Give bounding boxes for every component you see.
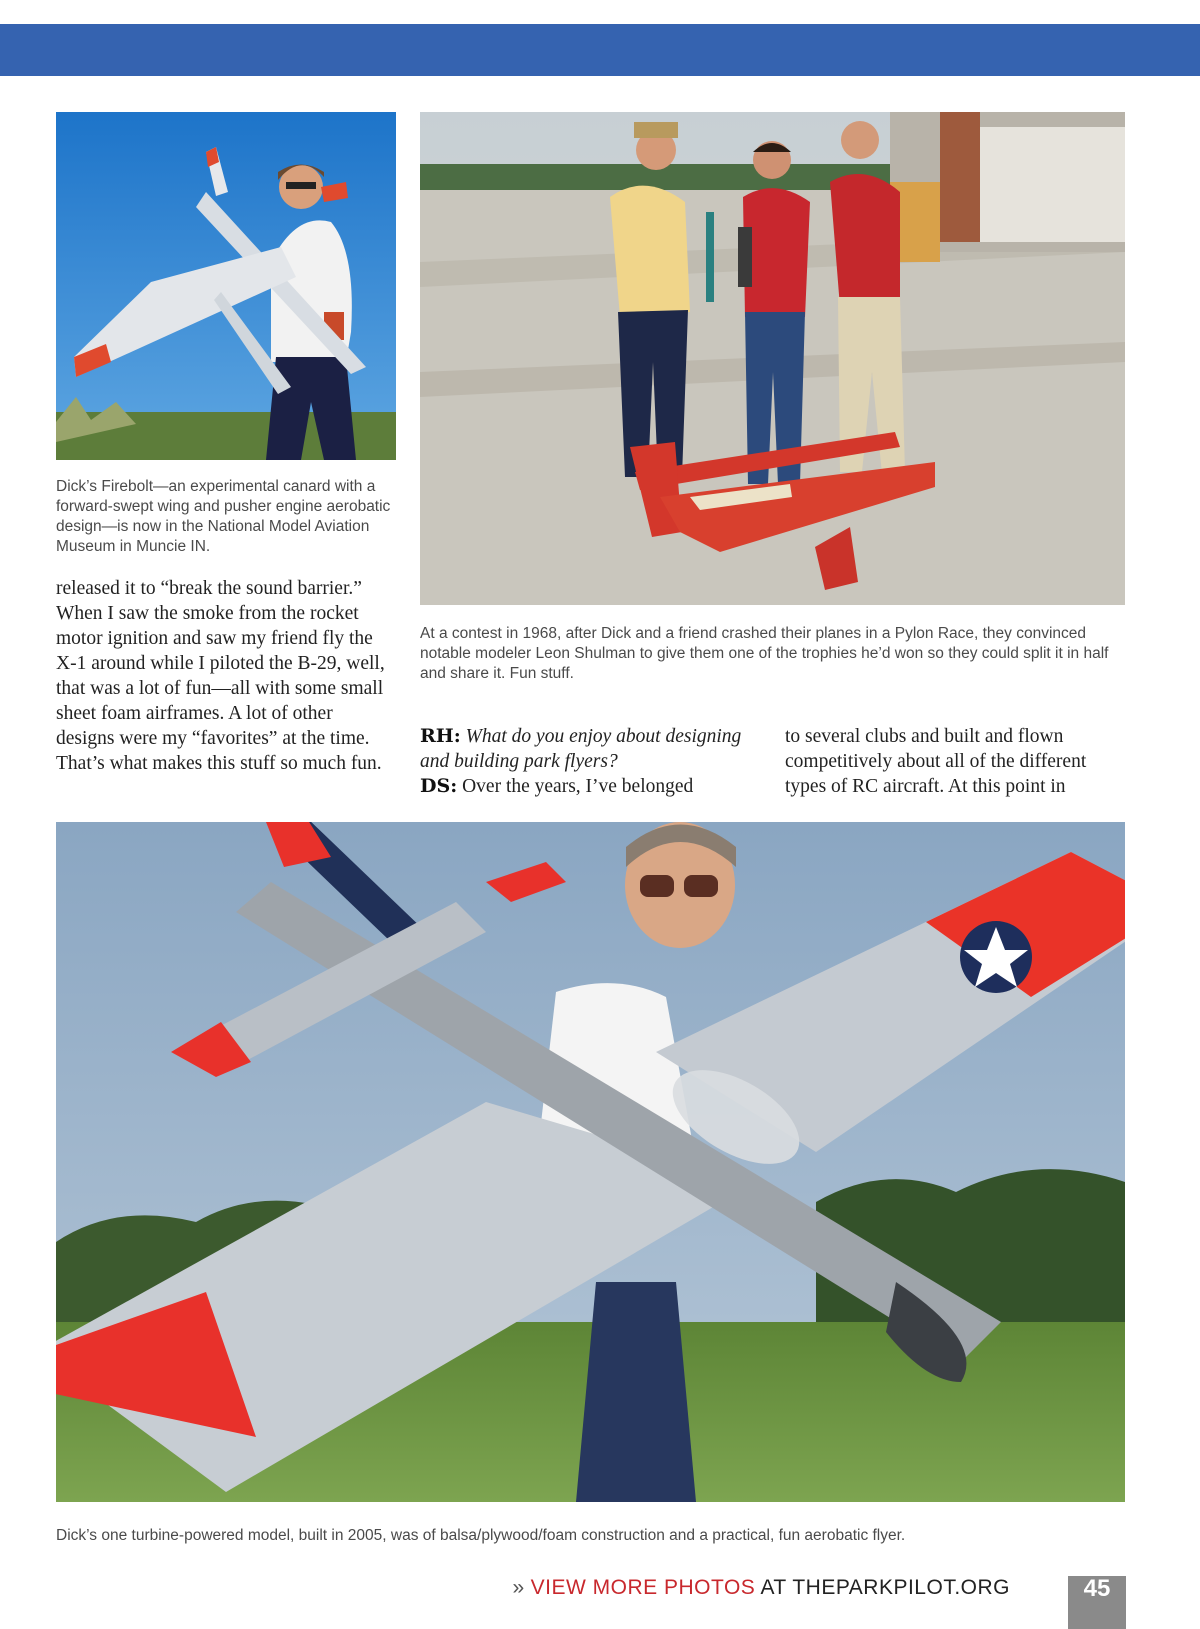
firebolt-caption: Dick’s Firebolt—an experimental canard with a forward-swept wing and pusher engine aerobatic design—is now in the National Model Aviation Museum in Muncie IN.	[56, 478, 391, 555]
contest-caption: At a contest in 1968, after Dick and a friend crashed their planes in a Pylon Race, they convinced notable modeler Leon Shulman to give them one of the trophies he’d won so they could split it in half and share it. Fun stuff.	[420, 625, 1109, 682]
interview-question: What do you enjoy about designing and building park flyers?	[420, 726, 742, 772]
footer-link[interactable]	[512, 1576, 1010, 1600]
turbine-photo	[56, 822, 1125, 1502]
page-number: 45	[1083, 1575, 1111, 1602]
interview-answer: Over the years, I’ve belonged	[462, 776, 694, 797]
page-number-box	[1068, 1576, 1126, 1629]
firebolt-photo	[56, 112, 396, 460]
respondent-label: DS:	[420, 775, 458, 797]
turbine-caption: Dick’s one turbine-powered model, built in 2005, was of balsa/plywood/foam construction and a practical, fun aerobatic flyer.	[56, 1527, 906, 1544]
chevron-icon: »	[512, 1576, 525, 1599]
footer-site: AT THEPARKPILOT.ORG	[760, 1576, 1010, 1599]
view-more-photos-link[interactable]: VIEW MORE PHOTOS	[530, 1576, 756, 1599]
article-column-1: released it to “break the sound barrier.” When I saw the smoke from the rocket motor ignition and saw my friend fly the X-1 around while I piloted the B-29, well, that was a lot of fun—all with some small sheet foam airframes. A lot of other designs were my “favorites” at the time. That’s what makes this stuff so much fun.	[56, 578, 385, 774]
interviewer-label: RH:	[420, 725, 461, 747]
article-column-2	[420, 724, 765, 799]
article-column-3: to several clubs and built and flown competitively about all of the different types of RC aircraft. At this point in	[785, 726, 1087, 797]
header-bar	[0, 24, 1200, 76]
contest-photo	[420, 112, 1125, 605]
